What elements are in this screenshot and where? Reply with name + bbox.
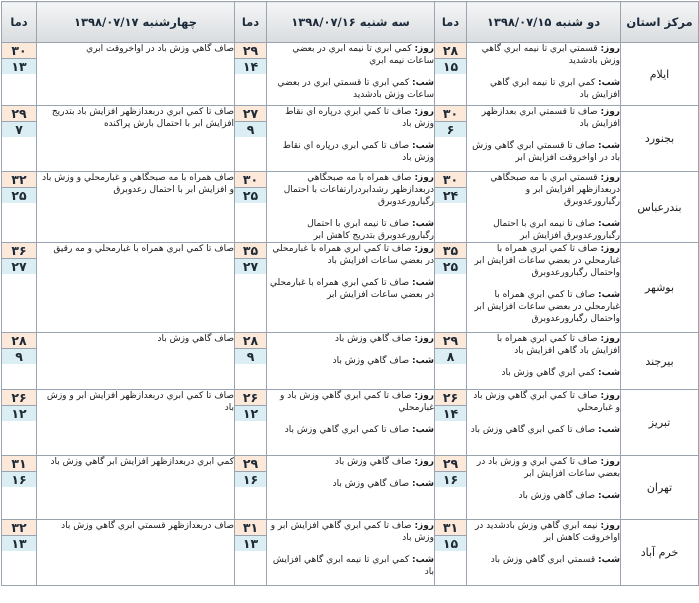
night-forecast-text: قسمتي ابري گاهي وزش باد xyxy=(490,555,596,565)
temp-cell-d3 xyxy=(2,520,37,586)
max-temp: ۲۶ xyxy=(435,390,466,406)
forecast-d2 xyxy=(267,520,435,586)
night-label: شب: xyxy=(412,479,434,489)
min-temp: ۱۴ xyxy=(435,406,466,421)
day-forecast-text: كمي ابري تا نيمه ابري در بعضي ساعات نيمه ابري xyxy=(292,44,434,66)
max-temp: ۲۹ xyxy=(235,456,266,472)
city-name: خرم آباد xyxy=(621,520,699,586)
night-label: شب: xyxy=(598,290,620,300)
min-temp: ۶ xyxy=(435,122,466,137)
forecast-d2 xyxy=(267,43,435,106)
forecast-d2 xyxy=(267,172,435,243)
day-label: روز: xyxy=(414,44,434,54)
min-temp: ۲۷ xyxy=(2,259,36,274)
forecast-d1 xyxy=(467,243,621,333)
forecast-text: صاف گاهي وزش باد xyxy=(157,334,234,344)
night-label: شب: xyxy=(598,219,620,229)
min-temp: ۲۵ xyxy=(2,188,36,203)
forecast-text: صاف دربعدازظهر قسمتي ابري گاهي وزش باد xyxy=(61,521,234,531)
min-temp: ۲۷ xyxy=(235,259,266,274)
table-row xyxy=(2,172,699,243)
max-temp: ۳۰ xyxy=(2,43,36,59)
min-temp: ۱۲ xyxy=(2,406,36,421)
forecast-text: كمي ابري دربعدازظهر افزايش ابر گاهي وزش باد xyxy=(50,457,234,467)
table-row xyxy=(2,520,699,586)
night-forecast-text: صاف گاهي وزش باد xyxy=(332,479,410,489)
day-forecast-text: قسمتي ابري با مه صبحگاهي دربعدازظهر افزايش ابر و رگبارورعدوبرق xyxy=(490,173,620,207)
forecast-d2 xyxy=(267,106,435,172)
temp-cell-d1 xyxy=(435,333,467,390)
night-forecast-text: صاف تا كمي ابري درپاره اي نقاط وزش باد xyxy=(282,141,434,163)
night-label: شب: xyxy=(598,141,620,151)
forecast-d1 xyxy=(467,333,621,390)
max-temp: ۳۲ xyxy=(2,520,36,536)
min-temp: ۱۴ xyxy=(235,59,266,74)
day-label: روز: xyxy=(414,244,434,254)
table-row xyxy=(2,390,699,456)
city-name: تهران xyxy=(621,456,699,520)
temp-cell-d2 xyxy=(235,43,267,106)
day-forecast-text: نيمه ابري گاهي وزش بادشديد در اواخروقت كاهش ابر xyxy=(474,521,620,543)
max-temp: ۳۲ xyxy=(2,172,36,188)
day-forecast-text: صاف تا كمي ابري همراه با غبارمحلي در بعضي ساعات افزايش باد xyxy=(272,244,434,266)
night-label: شب: xyxy=(412,78,434,88)
temp-cell-d2 xyxy=(235,333,267,390)
day-label: روز: xyxy=(600,107,620,117)
forecast-text: صاف تا كمي ابري همراه با غبارمحلي و مه رقيق xyxy=(53,244,234,254)
forecast-d2 xyxy=(267,333,435,390)
min-temp: ۱۶ xyxy=(2,472,36,487)
day-forecast-text: صاف تا كمي ابري گاهي وزش باد و غبارمحلي xyxy=(473,391,620,413)
forecast-d3 xyxy=(37,106,235,172)
temp-cell-d1 xyxy=(435,520,467,586)
header-row xyxy=(2,2,699,43)
night-label: شب: xyxy=(598,425,620,435)
max-temp: ۳۱ xyxy=(235,520,266,536)
forecast-d3 xyxy=(37,390,235,456)
max-temp: ۳۱ xyxy=(435,520,466,536)
table-row xyxy=(2,243,699,333)
forecast-table xyxy=(1,1,699,586)
forecast-d1 xyxy=(467,106,621,172)
night-forecast-text: صاف تا كمي ابري گاهي وزش باد xyxy=(284,425,410,435)
temp-cell-d2 xyxy=(235,172,267,243)
night-label: شب: xyxy=(412,555,434,565)
max-temp: ۳۰ xyxy=(435,106,466,122)
forecast-d1 xyxy=(467,43,621,106)
forecast-d1 xyxy=(467,172,621,243)
temp-cell-d3 xyxy=(2,172,37,243)
city-name: بندرعباس xyxy=(621,172,699,243)
forecast-d3 xyxy=(37,243,235,333)
min-temp: ۱۲ xyxy=(235,406,266,421)
night-forecast-text: صاف تا كمي ابري همراه با غبارمحلي در بعضي ساعات افزايش ابر xyxy=(270,278,434,300)
forecast-d3 xyxy=(37,43,235,106)
min-temp: ۷ xyxy=(2,122,36,137)
min-temp: ۱۶ xyxy=(235,472,266,487)
night-forecast-text: صاف تا كمي ابري گاهي وزش باد xyxy=(470,425,596,435)
temp-cell-d1 xyxy=(435,456,467,520)
forecast-d2 xyxy=(267,243,435,333)
forecast-d2 xyxy=(267,390,435,456)
temp-cell-d3 xyxy=(2,106,37,172)
forecast-d3 xyxy=(37,333,235,390)
forecast-d1 xyxy=(467,390,621,456)
temp-cell-d2 xyxy=(235,520,267,586)
night-label: شب: xyxy=(598,368,620,378)
min-temp: ۲۴ xyxy=(435,188,466,203)
min-temp: ۹ xyxy=(235,122,266,137)
day-label: روز: xyxy=(600,457,620,467)
temp-cell-d2 xyxy=(235,243,267,333)
night-label: شب: xyxy=(412,141,434,151)
max-temp: ۲۸ xyxy=(435,43,466,59)
forecast-d1 xyxy=(467,456,621,520)
city-name: ایلام xyxy=(621,43,699,106)
temp-cell-d3 xyxy=(2,43,37,106)
city-name: بجنورد xyxy=(621,106,699,172)
max-temp: ۲۶ xyxy=(235,390,266,406)
max-temp: ۲۸ xyxy=(2,333,36,349)
day-forecast-text: صاف تا كمي ابري درپاره اي نقاط وزش باد xyxy=(285,107,434,129)
header-temp-1: دما xyxy=(435,2,467,43)
max-temp: ۳۰ xyxy=(235,172,266,188)
forecast-d1 xyxy=(467,520,621,586)
min-temp: ۹ xyxy=(235,349,266,364)
header-day-1: دو شنبه ۱۳۹۸/۰۷/۱۵ xyxy=(467,2,621,43)
temp-cell-d3 xyxy=(2,333,37,390)
day-forecast-text: صاف تا كمي ابري همراه با غبارمحلي در بعضي ساعات افزايش ابر واحتمال رگبارورعدوبرق xyxy=(474,244,620,278)
day-label: روز: xyxy=(600,173,620,183)
temp-cell-d1 xyxy=(435,172,467,243)
header-temp-2: دما xyxy=(235,2,267,43)
night-forecast-text: صاف تا نيمه ابري با احتمال رگبارورعدوبرق بتدريج كاهش ابر xyxy=(307,219,434,241)
max-temp: ۳۶ xyxy=(2,243,36,259)
day-label: روز: xyxy=(414,457,434,467)
forecast-d2 xyxy=(267,456,435,520)
max-temp: ۲۸ xyxy=(235,333,266,349)
night-label: شب: xyxy=(412,219,434,229)
max-temp: ۳۵ xyxy=(435,243,466,259)
forecast-text: صاف همراه با مه صبحگاهي و غبارمحلي و وزش باد و افزايش ابر با احتمال رعدوبرق xyxy=(42,173,234,195)
day-label: روز: xyxy=(414,391,434,401)
forecast-text: صاف گاهي وزش باد در اواخروقت ابري xyxy=(86,44,234,54)
day-label: روز: xyxy=(414,334,434,344)
temp-cell-d1 xyxy=(435,43,467,106)
night-forecast-text: كمي ابري گاهي وزش باد xyxy=(501,368,596,378)
min-temp: ۸ xyxy=(435,349,466,364)
table-row xyxy=(2,106,699,172)
night-forecast-text: صاف تا قسمتي ابري گاهي وزش باد در اواخروقت افزايش ابر xyxy=(472,141,620,163)
forecast-d3 xyxy=(37,172,235,243)
night-forecast-text: كمي ابري تا نيمه ابري گاهي افزايش باد xyxy=(272,555,434,577)
day-label: روز: xyxy=(600,44,620,54)
temp-cell-d3 xyxy=(2,456,37,520)
day-forecast-text: صاف تا قسمتي ابري بعدازظهر افزايش باد xyxy=(481,107,620,129)
day-forecast-text: صاف همراه با مه صبحگاهي دربعدازظهر رشدابردرارتفاعات با احتمال رگبارورعدوبرق xyxy=(283,173,434,207)
night-forecast-text: كمي ابري تا قسمتي ابري در بعضي ساعات وزش بادشديد xyxy=(277,78,434,100)
table-row xyxy=(2,43,699,106)
min-temp: ۱۶ xyxy=(435,472,466,487)
table-row xyxy=(2,456,699,520)
night-label: شب: xyxy=(412,356,434,366)
max-temp: ۳۱ xyxy=(2,456,36,472)
day-forecast-text: صاف گاهي وزش باد xyxy=(335,457,412,467)
day-forecast-text: قسمتي ابري تا نيمه ابري گاهي وزش بادشديد xyxy=(481,44,620,66)
temp-cell-d2 xyxy=(235,390,267,456)
night-forecast-text: صاف تا كمي ابري همراه با غبارمحلي در بعضي ساعات افزايش ابر واحتمال رگبارورعدوبرق xyxy=(474,290,620,324)
min-temp: ۲۵ xyxy=(435,259,466,274)
min-temp: ۱۵ xyxy=(435,59,466,74)
min-temp: ۹ xyxy=(2,349,36,364)
day-forecast-text: صاف گاهي وزش باد xyxy=(335,334,412,344)
day-forecast-text: صاف تا كمي ابري گاهي افزايش ابر و وزش باد xyxy=(270,521,434,543)
max-temp: ۲۹ xyxy=(435,456,466,472)
max-temp: ۲۷ xyxy=(235,106,266,122)
temp-cell-d1 xyxy=(435,390,467,456)
night-label: شب: xyxy=(598,78,620,88)
header-day-2: سه شنبه ۱۳۹۸/۰۷/۱۶ xyxy=(267,2,435,43)
max-temp: ۲۹ xyxy=(2,106,36,122)
table-row xyxy=(2,333,699,390)
city-name: تبريز xyxy=(621,390,699,456)
max-temp: ۲۹ xyxy=(435,333,466,349)
temp-cell-d3 xyxy=(2,243,37,333)
night-label: شب: xyxy=(598,491,620,501)
temp-cell-d2 xyxy=(235,456,267,520)
temp-cell-d3 xyxy=(2,390,37,456)
day-label: روز: xyxy=(600,244,620,254)
night-forecast-text: كمي ابري تا نيمه ابري گاهي افزايش باد xyxy=(490,78,620,100)
night-forecast-text: صاف گاهي وزش باد xyxy=(518,491,596,501)
temp-cell-d1 xyxy=(435,106,467,172)
forecast-text: صاف تا كمي ابري دربعدازظهر افزايش باد بتدريج افزايش ابر با احتمال بارش پراكنده xyxy=(51,107,234,129)
day-label: روز: xyxy=(414,521,434,531)
forecast-d3 xyxy=(37,456,235,520)
night-label: شب: xyxy=(598,555,620,565)
temp-cell-d1 xyxy=(435,243,467,333)
day-label: روز: xyxy=(600,334,620,344)
min-temp: ۱۳ xyxy=(2,59,36,74)
day-label: روز: xyxy=(414,107,434,117)
header-temp-3: دما xyxy=(2,2,37,43)
night-label: شب: xyxy=(412,278,434,288)
max-temp: ۳۵ xyxy=(235,243,266,259)
forecast-text: صاف تا كمي ابري دربعدازظهر افزايش ابر و وزش باد xyxy=(46,391,234,413)
header-province-center: مرکز استان xyxy=(621,2,699,43)
day-label: روز: xyxy=(600,391,620,401)
city-name: بيرجند xyxy=(621,333,699,390)
forecast-d3 xyxy=(37,520,235,586)
min-temp: ۲۵ xyxy=(235,188,266,203)
min-temp: ۱۳ xyxy=(235,536,266,551)
city-name: بوشهر xyxy=(621,243,699,333)
night-forecast-text: صاف تا نيمه ابري با احتمال رگبارورعدوبرق افزايش ابر xyxy=(493,219,620,241)
day-forecast-text: صاف تا كمي ابري و وزش باد در بعضي ساعات افزايش ابر xyxy=(476,457,620,479)
night-label: شب: xyxy=(412,425,434,435)
max-temp: ۳۰ xyxy=(435,172,466,188)
temp-cell-d2 xyxy=(235,106,267,172)
min-temp: ۱۳ xyxy=(2,536,36,551)
day-label: روز: xyxy=(600,521,620,531)
day-forecast-text: صاف تا كمي ابري گاهي وزش باد و غبارمحلي xyxy=(280,391,434,413)
min-temp: ۱۵ xyxy=(435,536,466,551)
max-temp: ۲۶ xyxy=(2,390,36,406)
header-day-3: چهارشنبه ۱۳۹۸/۰۷/۱۷ xyxy=(37,2,235,43)
day-forecast-text: صاف تا كمي ابري همراه با افزايش باد گاهي افزايش باد xyxy=(496,334,620,356)
max-temp: ۲۹ xyxy=(235,43,266,59)
night-forecast-text: صاف گاهي وزش باد xyxy=(332,356,410,366)
day-label: روز: xyxy=(414,173,434,183)
